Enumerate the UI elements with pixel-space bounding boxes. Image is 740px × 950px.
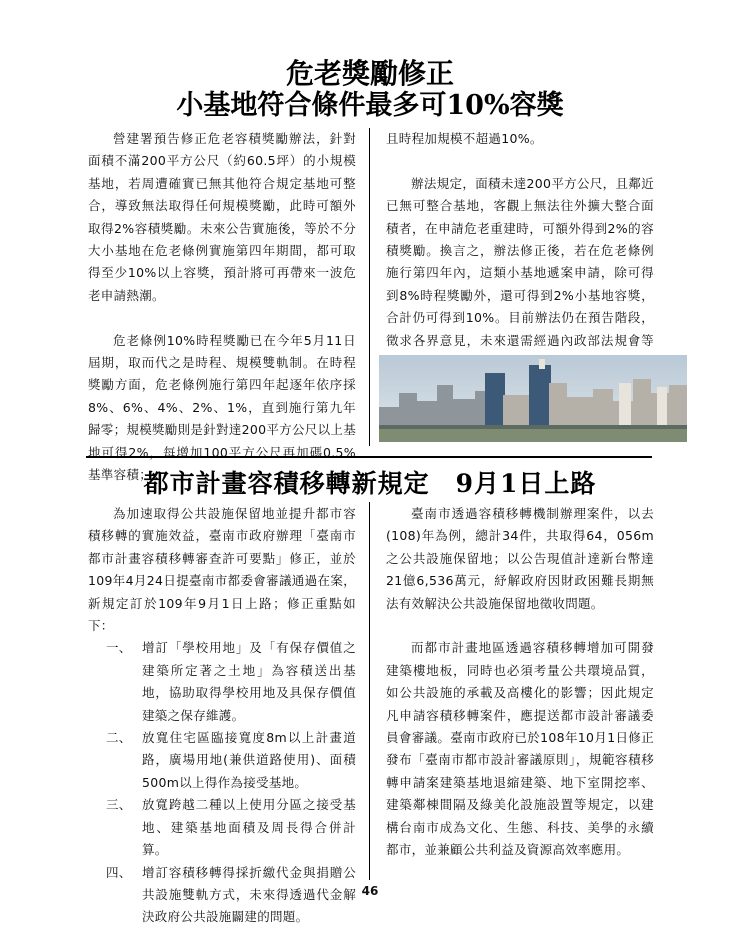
article1-right-column: [386, 128, 654, 374]
article-separator-rule: [86, 456, 652, 458]
list-item-number: 四、: [106, 864, 132, 880]
article1-right-paragraph: 辦法規定，面積未達200平方公尺，且鄰近已無可整合基地，客觀上無法往外擴大整合面積者，在申請危老重建時，可額外得到2%的容積獎勵。換言之，辦法修正後，若在危老條例施行第四年內，這類小基地遞案申請，除可得到8%時程獎勵外，還可得到2%小基地容獎，合計仍可得到10%。目前辦法仍在預告階段，徵求各界意見，未來還需經過內政部法規會等: [386, 175, 654, 348]
article2-list-item: [88, 727, 356, 794]
article1-right-paragraph: 且時程加規模不超過10%。: [386, 131, 543, 146]
article2-left-column: [88, 503, 356, 929]
article1-left-paragraph: 危老條例10%時程獎勵已在今年5月11日屆期，取而代之是時程、規模雙軌制。在時程獎勵方面，危老條例施行第四年起逐年依序採8%、6%、4%、2%、1%，直到施行第九年歸零；規模獎勵則是針對達200平方公尺以上基地可得2%，每增加100平方公尺再加碼0.5%基準容積；: [88, 332, 356, 483]
list-item-text: 放寬住宅區臨接寬度8m以上計畫道路，廣場用地(兼供道路使用)、面積500m以上得作為接受基地。: [142, 730, 356, 790]
list-item-number: 一、: [106, 640, 132, 656]
list-item-text: 增訂「學校用地」及「有保存價值之建築所定著之土地」為容積送出基地，協助取得學校用地及具保存價值建築之保存維護。: [142, 640, 356, 723]
article1-title-line2: 小基地符合條件最多可10%容獎: [176, 90, 564, 121]
article2-list-item: [88, 637, 356, 727]
list-item-number: 二、: [106, 730, 132, 746]
list-item-number: 三、: [106, 797, 132, 813]
list-item-text: 增訂容積移轉得採折繳代金與捐贈公共設施雙軌方式，未來得透過代金解決政府公共設施闢建的問題。: [142, 864, 356, 925]
article2-right-column: [386, 503, 654, 861]
article1-column-divider: [369, 128, 370, 446]
article1-title-line1: 危老獎勵修正: [285, 57, 454, 90]
list-item-text: 放寬跨越二種以上使用分區之接受基地、建築基地面積及周長得合併計算。: [142, 797, 356, 858]
article2-right-paragraph: 而都市計畫地區透過容積移轉增加可開發建築樓地板，同時也必須考量公共環境品質，如公共設施的承載及高樓化的影響；因此規定凡申請容積移轉案件，應提送都市設計審議委員會審議。臺南市政府已於108年10月1日修正發布「臺南市都市設計審議原則」，規範容積移轉申請案建築基地退縮建築、地下室開挖率、建築鄰棟間隔及綠美化設施設置等規定，以建構台南市成為文化、生態、科技、美學的永續都市，並兼顧公共利益及資源高效率應用。: [386, 640, 654, 858]
article2-intro-paragraph: 為加速取得公共設施保留地並提升都市容積移轉的實施效益，臺南市政府辦理「臺南市都市計畫容積移轉審查許可要點」修正，並於109年4月24日提臺南市都委會審議通過在案，新規定訂於109年9月1日上路；修正重點如下：: [88, 506, 356, 634]
page-number: 46: [361, 884, 379, 898]
article2-right-paragraph: 臺南市透過容積移轉機制辦理案件，以去(108)年為例，總計34件，共取得64，056m之公共設施保留地；以公告現值計達新台幣達21億6,536萬元，紓解政府因財政困難長期無法有效解決公共設施保留地徵收問題。: [386, 506, 654, 611]
article2-title: 都市計畫容積移轉新規定 9月1日上路: [143, 469, 597, 498]
article1-left-column: [88, 128, 356, 486]
article1-left-paragraph: 營建署預告修正危老容積獎勵辦法，針對面積不滿200平方公尺（約60.5坪）的小規模基地，若周遭確實已無其他符合規定基地可整合，導致無法取得任何規模獎勵，此時可額外取得2%容積獎勵。未來公告實施後，等於不分大小基地在危老條例實施第四年期間，都可取得至少10%以上容獎，預計將可再帶來一波危老申請熱潮。: [88, 131, 356, 303]
article2-column-divider: [369, 502, 370, 880]
article2-list-item: [88, 794, 356, 861]
city-skyline-photo: [379, 355, 687, 442]
